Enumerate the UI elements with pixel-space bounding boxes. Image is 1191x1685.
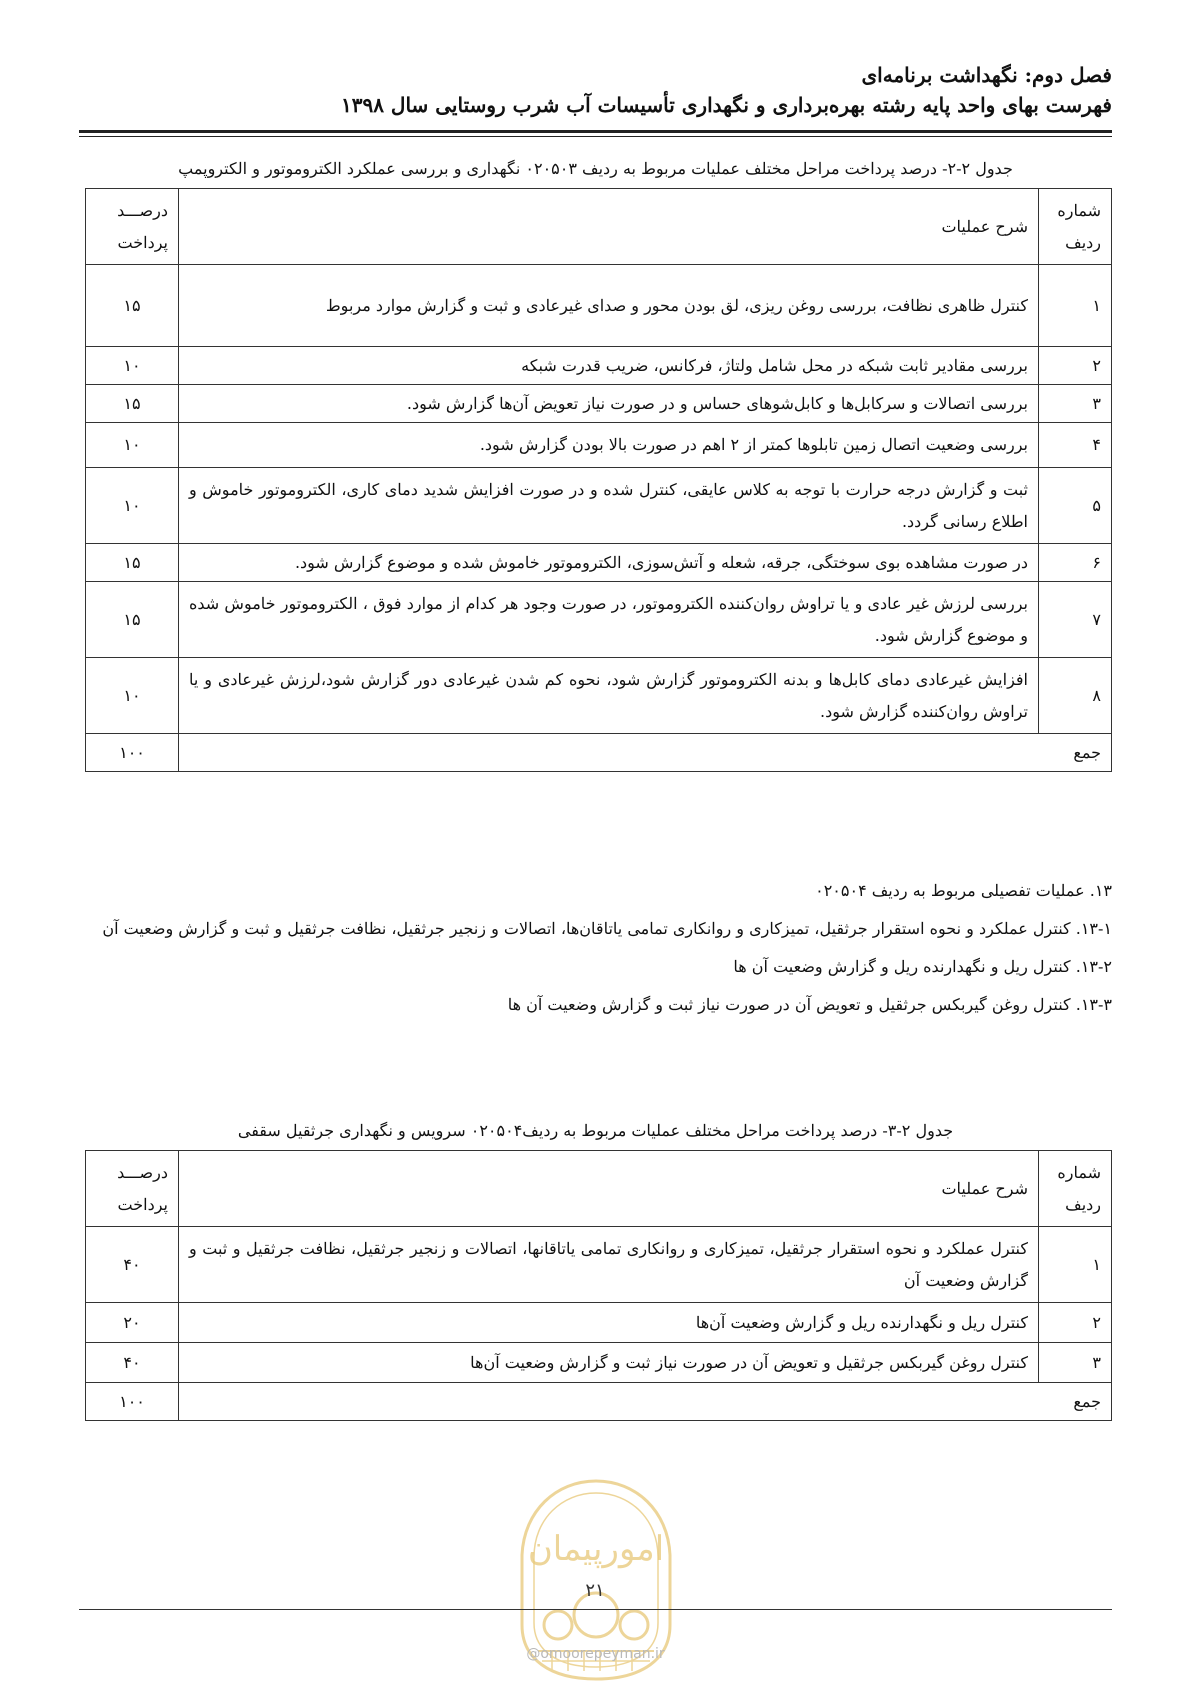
section-item: ۱۳-۲. کنترل ریل و نگهدارنده ریل و گزارش وضعیت آن ها: [733, 957, 1112, 976]
header-description: شرح عملیات: [179, 1151, 1039, 1227]
row-percent: ۱۰: [86, 423, 179, 468]
table-row: [86, 1227, 1112, 1303]
row-number: ۱: [1039, 265, 1112, 347]
row-number: ۴: [1039, 423, 1112, 468]
table-row: [86, 544, 1112, 582]
operations-table-1: [85, 188, 1112, 772]
row-description: بررسی لرزش غیر عادی و یا تراوش روان‌کننده الکتروموتور، در صورت وجود هر کدام از موارد فوق ، الکتروموتور خاموش شده و موضوع گزارش شود.: [179, 582, 1039, 658]
table2-caption: جدول ۲-۳- درصد پرداخت مراحل مختلف عملیات مربوط به ردیف۰۲۰۵۰۴ سرویس و نگهداری جرثقیل سقفی: [237, 1121, 954, 1140]
row-percent: ۱۵: [86, 582, 179, 658]
row-percent: ۱۰: [86, 347, 179, 385]
row-number: ۲: [1039, 1303, 1112, 1343]
row-percent: ۴۰: [86, 1343, 179, 1383]
total-value: ۱۰۰: [86, 1383, 179, 1421]
row-number: ۷: [1039, 582, 1112, 658]
header-row-number: شماره ردیف: [1039, 189, 1112, 265]
row-description: ثبت و گزارش درجه حرارت با توجه به کلاس عایقی، کنترل شده و در صورت افزایش شدید دمای کاری، الکتروموتور خاموش و اطلاع رسانی گردد.: [179, 468, 1039, 544]
header-rule-thick: [79, 130, 1112, 133]
table-row: [86, 347, 1112, 385]
row-description: کنترل عملکرد و نحوه استقرار جرثقیل، تمیزکاری و روانکاری تمامی یاتاقانها، اتصالات و زنجیر جرثقیل، نظافت جرثقیل و ثبت و گزارش وضعیت آن: [179, 1227, 1039, 1303]
total-label: جمع: [179, 734, 1112, 772]
page-header: [79, 60, 1112, 120]
row-number: ۸: [1039, 658, 1112, 734]
row-number: ۶: [1039, 544, 1112, 582]
document-subtitle: فهرست بهای واحد پایه رشته بهره‌برداری و نگهداری تأسیسات آب شرب روستایی سال ۱۳۹۸: [340, 93, 1112, 117]
total-value: ۱۰۰: [86, 734, 179, 772]
section-item: ۱۳-۱. کنترل عملکرد و نحوه استقرار جرثقیل، تمیزکاری و روانکاری تمامی یاتاقان‌ها، اتصالات و زنجیر جرثقیل، نظافت جرثقیل و ثبت و گزارش وضعیت آن: [102, 919, 1112, 938]
row-number: ۱: [1039, 1227, 1112, 1303]
header-rule-thin: [79, 136, 1112, 137]
total-label: جمع: [179, 1383, 1112, 1421]
table-header-row: [86, 189, 1112, 265]
header-percent: درصـــد پرداخت: [86, 189, 179, 265]
row-description: کنترل ظاهری نظافت، بررسی روغن ریزی، لق بودن محور و صدای غیرعادی و ثبت و گزارش موارد مربوط: [179, 265, 1039, 347]
header-description: شرح عملیات: [179, 189, 1039, 265]
row-description: افزایش غیرعادی دمای کابل‌ها و بدنه الکتروموتور گزارش شود، نحوه کم شدن غیرعادی دور گزارش شود،لرزش غیرعادی و یا تراوش روان‌کننده گزارش شود.: [179, 658, 1039, 734]
row-description: در صورت مشاهده بوی سوختگی، جرقه، شعله و آتش‌سوزی، الکتروموتور خاموش شده و موضوع گزارش شود.: [179, 544, 1039, 582]
row-description: کنترل ریل و نگهدارنده ریل و گزارش وضعیت آن‌ها: [179, 1303, 1039, 1343]
table-row: [86, 468, 1112, 544]
page-number: ۲۱: [585, 1580, 605, 1601]
row-percent: ۲۰: [86, 1303, 179, 1343]
row-description: بررسی وضعیت اتصال زمین تابلوها کمتر از ۲ اهم در صورت بالا بودن گزارش شود.: [179, 423, 1039, 468]
table-row: [86, 265, 1112, 347]
row-description: کنترل روغن گیربکس جرثقیل و تعویض آن در صورت نیاز ثبت و گزارش وضعیت آن‌ها: [179, 1343, 1039, 1383]
table-row: [86, 1303, 1112, 1343]
row-description: بررسی اتصالات و سرکابل‌ها و کابل‌شوهای حساس و در صورت نیاز تعویض آن‌ها گزارش شود.: [179, 385, 1039, 423]
table-row: [86, 423, 1112, 468]
table-row: [86, 582, 1112, 658]
table-row: [86, 385, 1112, 423]
row-percent: ۱۰: [86, 658, 179, 734]
seal-text: امورپیمان: [527, 1529, 665, 1569]
chapter-title: فصل دوم: نگهداشت برنامه‌ای: [861, 63, 1112, 87]
row-percent: ۱۰: [86, 468, 179, 544]
row-number: ۳: [1039, 385, 1112, 423]
header-row-number: شماره ردیف: [1039, 1151, 1112, 1227]
row-percent: ۱۵: [86, 385, 179, 423]
table-row: [86, 1343, 1112, 1383]
table-total-row: [86, 734, 1112, 772]
row-number: ۳: [1039, 1343, 1112, 1383]
table-total-row: [86, 1383, 1112, 1421]
operations-table-2: [85, 1150, 1112, 1421]
footer-rule: [79, 1609, 1112, 1610]
row-percent: ۴۰: [86, 1227, 179, 1303]
header-percent: درصـــد پرداخت: [86, 1151, 179, 1227]
section-item: ۱۳-۳. کنترل روغن گیربکس جرثقیل و تعویض آن در صورت نیاز ثبت و گزارش وضعیت آن ها: [507, 995, 1112, 1014]
watermark-url: @omoorepeyman.ir: [526, 1646, 665, 1662]
table1-caption: جدول ۲-۲- درصد پرداخت مراحل مختلف عملیات مربوط به ردیف ۰۲۰۵۰۳ نگهداری و بررسی عملکرد الکتروموتور و الکتروپمپ: [178, 159, 1013, 178]
table-header-row: [86, 1151, 1112, 1227]
row-description: بررسی مقادیر ثابت شبکه در محل شامل ولتاژ، فرکانس، ضریب قدرت شبکه: [179, 347, 1039, 385]
row-number: ۵: [1039, 468, 1112, 544]
row-percent: ۱۵: [86, 265, 179, 347]
row-number: ۲: [1039, 347, 1112, 385]
table-row: [86, 658, 1112, 734]
section-13: [79, 872, 1112, 1024]
section-heading: ۱۳. عملیات تفصیلی مربوط به ردیف ۰۲۰۵۰۴: [815, 881, 1112, 900]
row-percent: ۱۵: [86, 544, 179, 582]
